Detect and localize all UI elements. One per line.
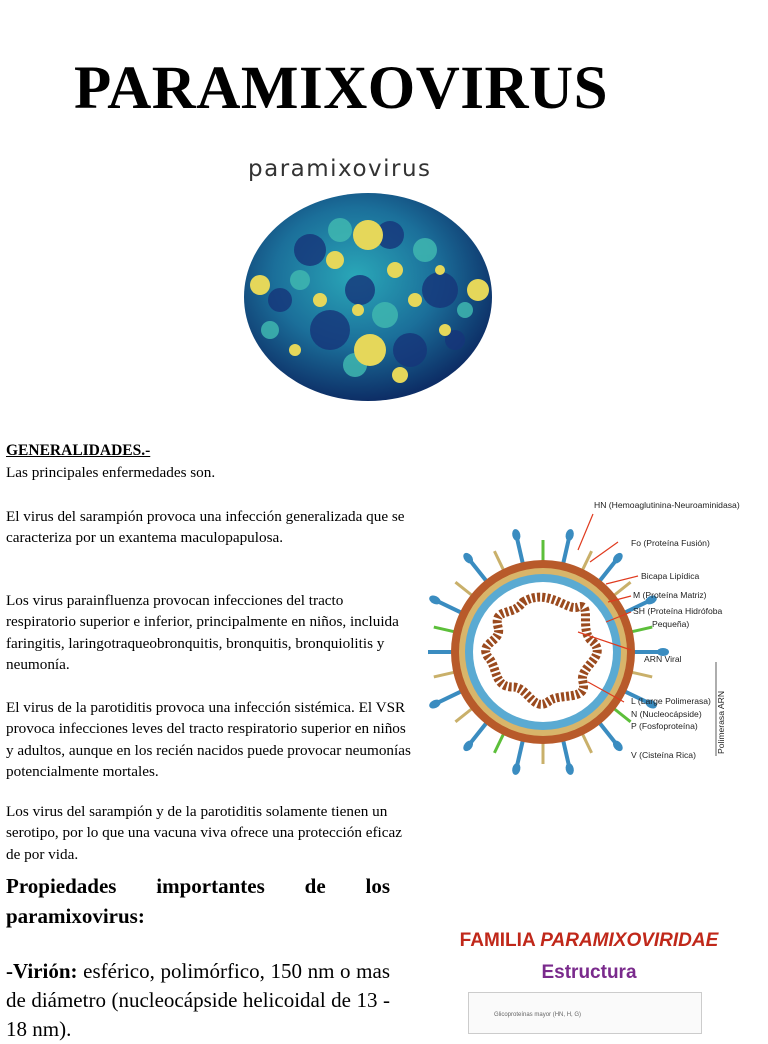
properties-heading: Propiedades importantes de los [6,874,390,898]
label-p: P (Fosfoproteína) [631,721,698,731]
spike [631,672,652,677]
spike [434,627,455,632]
spike-head [511,762,521,775]
structure-diagram [428,492,758,782]
virion-paragraph [6,957,390,1044]
paragraph-parotiditis: El virus de la parotiditis provoca una infección sistémica. El VSR provoca infecciones leves del tracto respiratorio superior en niños y adultos, aunque en los recién nacidos puede provocar neumonías potencialmente mortales. [6,699,411,780]
label-fo: Fo (Proteína Fusión) [631,538,710,548]
section-heading-generalidades: GENERALIDADES.- [6,442,151,459]
spike [494,733,504,753]
spike-head [511,528,521,541]
family-title-plain: FAMILIA [459,930,541,951]
paragraph-intro: Las principales enfermedades son. [6,464,216,481]
properties-heading-line2: paramixovirus: [6,904,145,928]
paragraph-parainfluenza: Los virus parainfluenza provocan infecciones del tracto respiratorio superior e inferior, principalmente en niños, incluida faringitis, laringotraqueobronquitis, bronquitis, bronquiolitis y neumonía. [6,592,399,673]
spike [434,672,455,677]
label-sh-cont: Pequeña) [652,619,690,629]
spike [582,733,592,753]
virion-text: esférico, polimórfico, 150 nm o mas de diámetro (nucleocápside helicoidal de 13 - 18 nm). [6,959,390,1041]
paragraph-serotipo: Los virus del sarampión y de la parotiditis solamente tienen un serotipo, por lo que una vacuna viva ofrece una protección eficaz de por vida. [6,803,402,863]
family-title-italic: PARAMIXOVIRIDAE [540,930,719,951]
family-figure-caption: Glicoproteínas mayor (HN, H, G) [494,1012,582,1018]
label-bicapa: Bicapa Lipídica [641,571,700,581]
label-hn: HN (Hemoaglutinina-Neuroaminidasa) [594,500,740,510]
label-polimerasa: Polimerasa ARN [716,690,726,754]
spike [582,551,592,571]
label-arn: ARN Viral [644,654,682,664]
family-title [446,930,732,952]
spike [494,551,504,571]
spike-head [564,762,574,775]
label-sh: SH (Proteína Hidrófoba [633,606,723,616]
spike-head [428,648,429,656]
image-caption: paramixovirus [248,156,432,182]
spike [455,582,472,596]
paragraph-sarampion: El virus del sarampión provoca una infección generalizada que se caracteriza por un exantema maculopapulosa. [6,508,405,547]
spike-head [564,528,574,541]
virion-label: -Virión: [6,959,78,983]
label-v: V (Cisteína Rica) [631,750,696,760]
paramixovirus-image [240,190,496,404]
label-m: M (Proteína Matriz) [633,590,707,600]
spike [631,627,652,632]
spike [613,582,630,596]
label-n: N (Nucleocápside) [631,709,702,719]
family-subtitle: Estructura [541,962,637,983]
label-l: L (Large Polimerasa) [631,696,711,706]
spike [613,708,630,722]
page-title: PARAMIXOVIRUS [74,55,609,122]
spike [455,708,472,722]
